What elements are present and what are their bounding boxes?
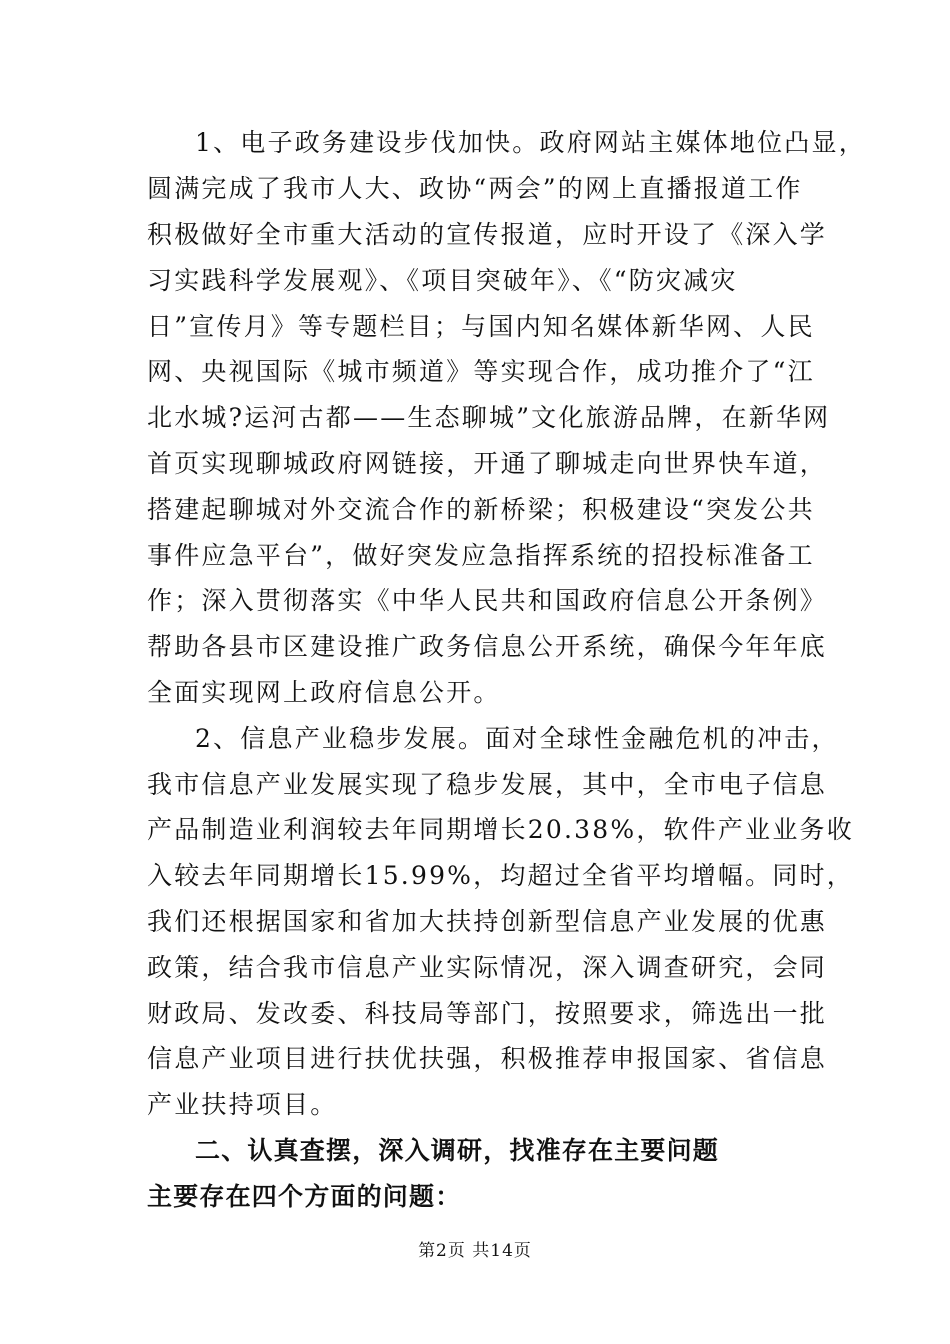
paragraph-1-line-1: 1、电子政务建设步伐加快。政府网站主媒体地位凸显， <box>195 128 866 157</box>
paragraph-2-line-5: 我们还根据国家和省加大扶持创新型信息产业发展的优惠 <box>147 907 828 936</box>
paragraph-1-line-2: 圆满完成了我市人大、政协“两会”的网上直播报道工作 <box>147 174 803 203</box>
section-heading: 二、认真查摆，深入调研，找准存在主要问题 <box>195 1136 720 1165</box>
paragraph-2-line-7: 财政局、发改委、科技局等部门，按照要求，筛选出一批 <box>147 999 828 1028</box>
paragraph-2-line-8: 信息产业项目进行扶优扶强，积极推荐申报国家、省信息 <box>147 1044 828 1073</box>
paragraph-1-line-12: 帮助各县市区建设推广政务信息公开系统，确保今年年底 <box>147 632 828 661</box>
paragraph-1-line-13: 全面实现网上政府信息公开。 <box>147 678 501 707</box>
paragraph-2-line-2: 我市信息产业发展实现了稳步发展，其中，全市电子信息 <box>147 770 828 799</box>
paragraph-1-line-10: 事件应急平台”，做好突发应急指挥系统的招投标准备工 <box>147 541 815 570</box>
page-indicator: 第2页 共14页 <box>418 1241 532 1261</box>
paragraph-1-line-11: 作；深入贯彻落实《中华人民共和国政府信息公开条例》 <box>147 586 828 615</box>
paragraph-1-line-9: 搭建起聊城对外交流合作的新桥梁；积极建设“突发公共 <box>147 495 815 524</box>
paragraph-1-line-8: 首页实现聊城政府网链接，开通了聊城走向世界快车道， <box>147 449 828 478</box>
paragraph-1-line-3: 积极做好全市重大活动的宣传报道，应时开设了《深入学 <box>147 220 828 249</box>
paragraph-2-line-9: 产业扶持项目。 <box>147 1090 338 1119</box>
paragraph-1-line-6: 网、央视国际《城市频道》等实现合作，成功推介了“江 <box>147 357 815 386</box>
paragraph-2-line-1: 2、信息产业稳步发展。面对全球性金融危机的冲击， <box>195 724 839 753</box>
paragraph-1-line-7: 北水城?运河古都——生态聊城”文化旅游品牌，在新华网 <box>147 403 831 432</box>
paragraph-1-line-5: 日”宣传月》等专题栏目；与国内知名媒体新华网、人民 <box>147 312 815 341</box>
paragraph-2-line-4: 入较去年同期增长15.99%，均超过全省平均增幅。同时， <box>147 861 854 890</box>
paragraph-1-line-4: 习实践科学发展观》、《项目突破年》、《“防灾减灾 <box>147 266 738 295</box>
paragraph-2-line-3: 产品制造业利润较去年同期增长20.38%，软件产业业务收 <box>147 815 854 844</box>
subheading: 主要存在四个方面的问题： <box>147 1182 462 1211</box>
paragraph-2-line-6: 政策，结合我市信息产业实际情况，深入调查研究，会同 <box>147 953 828 982</box>
